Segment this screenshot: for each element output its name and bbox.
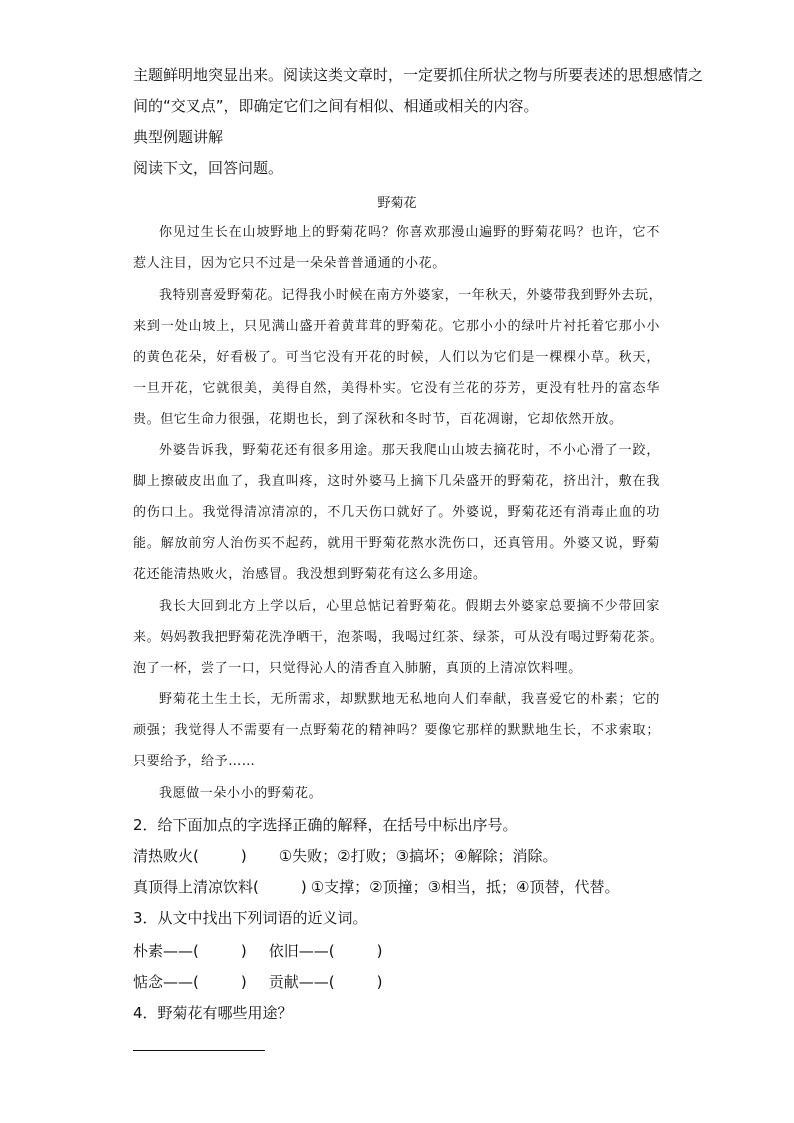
paragraph-2-line-4: 一旦开花，它就很美，美得自然，美得朴实。它没有兰花的芬芳，更没有牡丹的富态华 (133, 381, 660, 396)
question-4-answer-line[interactable] (133, 1050, 265, 1051)
q3-word-4-close: ) (376, 973, 383, 991)
paragraph-2-line-5: 贵。但它生命力很强，花期也长，到了深秋和冬时节，百花凋谢，它却依然开放。 (133, 412, 623, 427)
intro-line-1: 主题鲜明地突显出来。阅读这类文章时，一定要抓住所状之物与所要表述的思想感情之 (133, 66, 704, 84)
paragraph-5-line-3: 只要给予，给予…… (133, 754, 256, 769)
section-heading: 典型例题讲解 (133, 128, 224, 146)
q2-item2-options: ①支撑；②顶撞；③相当，抵；④顶替，代替。 (310, 878, 620, 896)
q2-item1-term: 清热败火( (133, 847, 199, 865)
paragraph-4-line-1: 我长大回到北方上学以后，心里总惦记着野菊花。假期去外婆家总要摘不少带回家 (159, 599, 660, 614)
q3-word-2-close: ) (376, 942, 383, 960)
paragraph-3-line-3: 的伤口上。我觉得清凉清凉的，不几天伤口就好了。外婆说，野菊花还有消毒止血的功 (133, 505, 660, 520)
article-title: 野菊花 (377, 196, 417, 211)
paragraph-5-line-1: 野菊花土生土长，无所需求，却默默地无私地向人们奉献，我喜爱它的朴素；它的 (159, 692, 660, 707)
q2-item2-close: ) (300, 878, 307, 896)
paragraph-2-line-1: 我特别喜爱野菊花。记得我小时候在南方外婆家，一年秋天，外婆带我到野外去玩， (159, 288, 663, 303)
reading-instruction: 阅读下文，回答问题。 (133, 159, 284, 177)
q3-word-1: 朴素——( (133, 942, 199, 960)
question-2-prompt: 2．给下面加点的字选择正确的解释，在括号中标出序号。 (133, 816, 518, 834)
paragraph-3-line-2: 脚上擦破皮出血了，我直叫疼，这时外婆马上摘下几朵盛开的野菊花，挤出汁，敷在我 (133, 474, 660, 489)
q3-word-3: 惦念——( (133, 973, 199, 991)
question-2-item-2 (133, 877, 663, 897)
paragraph-2-line-2: 来到一处山坡上，只见满山盛开着黄茸茸的野菊花。它那小小的绿叶片衬托着它那小小 (133, 319, 660, 334)
paragraph-3-line-4: 能。解放前穷人治伤买不起药，就用干野菊花熬水洗伤口，还真管用。外婆又说，野菊 (133, 536, 660, 551)
intro-line-2: 间的“交叉点”，即确定它们之间有相似、相通或相关的内容。 (133, 97, 539, 115)
q2-item1-close: ) (240, 847, 247, 865)
question-3-row-1 (133, 941, 663, 961)
paragraph-4-line-3: 泡了一杯，尝了一口，只觉得沁人的清香直入肺腑，真顶的上清凉饮料哩。 (133, 661, 582, 676)
q3-word-4: 贡献——( (268, 973, 335, 991)
paragraph-1-line-2: 惹人注目，因为它只不过是一朵朵普普通通的小花。 (133, 256, 446, 271)
question-3-prompt: 3．从文中找出下列词语的近义词。 (133, 909, 368, 927)
q3-word-2: 依旧——( (268, 942, 335, 960)
question-3-row-2 (133, 972, 663, 992)
q3-word-1-close: ) (240, 942, 247, 960)
paragraph-4-line-2: 来。妈妈教我把野菊花洗净晒干，泡茶喝，我喝过红茶、绿茶，可从没有喝过野菊花茶。 (133, 630, 664, 645)
question-4-prompt: 4．野菊花有哪些用途？ (133, 1004, 293, 1022)
q3-word-3-close: ) (240, 973, 247, 991)
paragraph-3-line-5: 花还能清热败火，治感冒。我没想到野菊花有这么多用途。 (133, 567, 487, 582)
paragraph-2-line-3: 的黄色花朵，好看极了。可当它没有开花的时候，人们以为它们是一棵棵小草。秋天， (133, 350, 660, 365)
paragraph-6-line-1: 我愿做一朵小小的野菊花。 (159, 786, 323, 801)
q2-item2-term: 真顶得上清凉饮料( (133, 878, 259, 896)
paragraph-1-line-1: 你见过生长在山坡野地上的野菊花吗？你喜欢那漫山遍野的野菊花吗？也许，它不 (159, 225, 660, 240)
question-2-item-1 (133, 846, 663, 866)
paragraph-3-line-1: 外婆告诉我，野菊花还有很多用途。那天我爬山山坡去摘花时，不小心滑了一跤， (159, 443, 660, 458)
q2-item1-options: ①失败；②打败；③搞坏；④解除；消除。 (278, 847, 558, 865)
paragraph-5-line-2: 顽强；我觉得人不需要有一点野菊花的精神吗？要像它那样的默默地生长，不求索取； (133, 723, 660, 738)
